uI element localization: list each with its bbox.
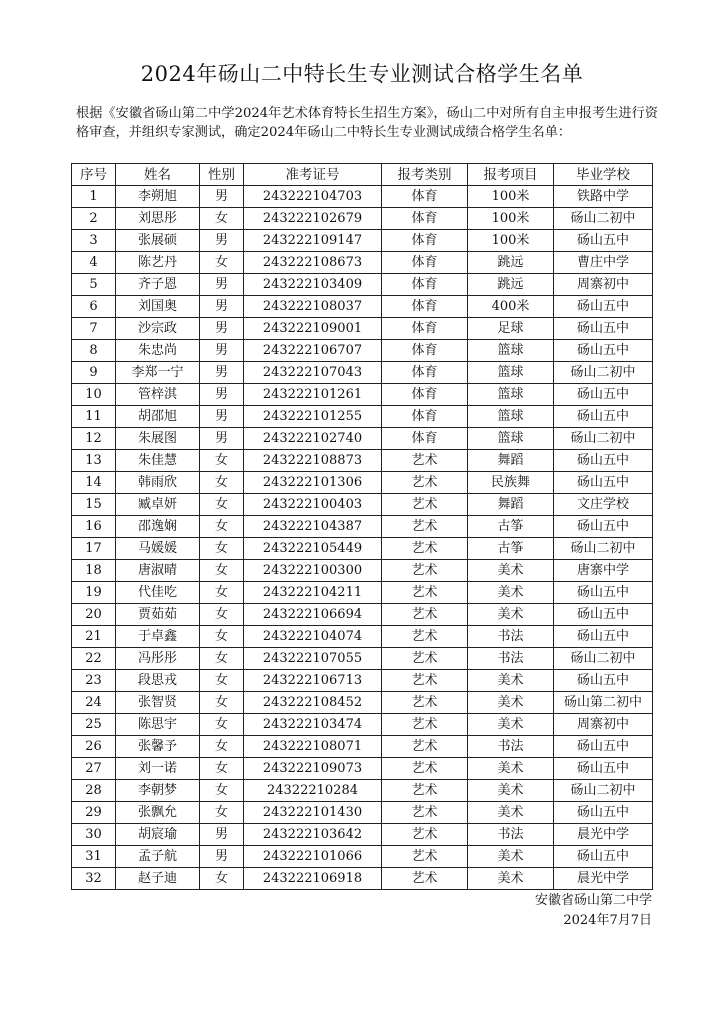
- cell-category: 艺术: [382, 736, 468, 758]
- table-row: [72, 428, 653, 450]
- cell-exam-id: 243222103409: [244, 274, 382, 296]
- cell-school: 砀山五中: [554, 340, 653, 362]
- cell-gender: 女: [200, 736, 244, 758]
- cell-category: 艺术: [382, 538, 468, 560]
- cell-name: 张飘允: [116, 802, 200, 824]
- cell-school: 砀山五中: [554, 406, 653, 428]
- cell-event: 美术: [468, 846, 554, 868]
- cell-school: 晨光中学: [554, 824, 653, 846]
- cell-name: 赵子迪: [116, 868, 200, 890]
- cell-event: 100米: [468, 230, 554, 252]
- cell-name: 张馨予: [116, 736, 200, 758]
- cell-index: 24: [72, 692, 116, 714]
- cell-school: 砀山五中: [554, 516, 653, 538]
- cell-gender: 女: [200, 626, 244, 648]
- table-row: [72, 406, 653, 428]
- document-title: 2024年砀山二中特长生专业测试合格学生名单: [140, 62, 584, 86]
- cell-event: 美术: [468, 802, 554, 824]
- cell-index: 23: [72, 670, 116, 692]
- table-row: [72, 252, 653, 274]
- cell-category: 体育: [382, 318, 468, 340]
- cell-category: 艺术: [382, 604, 468, 626]
- cell-event: 篮球: [468, 340, 554, 362]
- cell-name: 代佳吃: [116, 582, 200, 604]
- cell-exam-id: 243222101430: [244, 802, 382, 824]
- cell-event: 书法: [468, 824, 554, 846]
- cell-event: 美术: [468, 604, 554, 626]
- issue-date: 2024年7月7日: [563, 913, 652, 928]
- cell-event: 400米: [468, 296, 554, 318]
- cell-name: 冯彤彤: [116, 648, 200, 670]
- cell-category: 艺术: [382, 626, 468, 648]
- cell-name: 张智贤: [116, 692, 200, 714]
- cell-gender: 男: [200, 296, 244, 318]
- cell-event: 美术: [468, 582, 554, 604]
- cell-gender: 女: [200, 450, 244, 472]
- table-row: [72, 384, 653, 406]
- table-row: [72, 318, 653, 340]
- cell-exam-id: 243222109001: [244, 318, 382, 340]
- cell-index: 32: [72, 868, 116, 890]
- cell-name: 韩雨欣: [116, 472, 200, 494]
- cell-exam-id: 243222101306: [244, 472, 382, 494]
- cell-category: 艺术: [382, 846, 468, 868]
- cell-category: 艺术: [382, 582, 468, 604]
- cell-name: 陈艺丹: [116, 252, 200, 274]
- cell-name: 朱忠尚: [116, 340, 200, 362]
- cell-event: 美术: [468, 692, 554, 714]
- cell-event: 篮球: [468, 406, 554, 428]
- cell-index: 1: [72, 186, 116, 208]
- cell-name: 沙宗政: [116, 318, 200, 340]
- table-row: [72, 230, 653, 252]
- cell-index: 9: [72, 362, 116, 384]
- cell-school: 砀山五中: [554, 450, 653, 472]
- cell-index: 3: [72, 230, 116, 252]
- table-row: [72, 296, 653, 318]
- cell-category: 艺术: [382, 450, 468, 472]
- table-row: [72, 648, 653, 670]
- cell-name: 刘思彤: [116, 208, 200, 230]
- table-row: [72, 714, 653, 736]
- intro-paragraph: 根据《安徽省砀山第二中学2024年艺术体育特长生招生方案》，砀山二中对所有自主申报考生进行资格审查，并组织专家测试，确定2024年砀山二中特长生专业测试成绩合格学生名单：: [76, 106, 658, 140]
- cell-school: 砀山五中: [554, 604, 653, 626]
- cell-index: 30: [72, 824, 116, 846]
- table-row: [72, 538, 653, 560]
- table-row: [72, 516, 653, 538]
- cell-category: 体育: [382, 362, 468, 384]
- cell-index: 10: [72, 384, 116, 406]
- cell-gender: 男: [200, 406, 244, 428]
- table-row: [72, 274, 653, 296]
- cell-school: 砀山五中: [554, 582, 653, 604]
- cell-gender: 女: [200, 538, 244, 560]
- cell-index: 15: [72, 494, 116, 516]
- cell-index: 25: [72, 714, 116, 736]
- cell-gender: 男: [200, 318, 244, 340]
- table-row: [72, 208, 653, 230]
- cell-name: 于卓鑫: [116, 626, 200, 648]
- cell-exam-id: 243222109147: [244, 230, 382, 252]
- cell-event: 篮球: [468, 362, 554, 384]
- cell-category: 艺术: [382, 494, 468, 516]
- cell-event: 书法: [468, 626, 554, 648]
- table-row: [72, 560, 653, 582]
- table-row: [72, 340, 653, 362]
- cell-school: 砀山二初中: [554, 648, 653, 670]
- cell-category: 体育: [382, 230, 468, 252]
- cell-gender: 女: [200, 560, 244, 582]
- cell-name: 唐淑晴: [116, 560, 200, 582]
- cell-index: 6: [72, 296, 116, 318]
- cell-gender: 女: [200, 692, 244, 714]
- table-row: [72, 758, 653, 780]
- cell-exam-id: 243222108037: [244, 296, 382, 318]
- cell-name: 孟子航: [116, 846, 200, 868]
- cell-exam-id: 243222106707: [244, 340, 382, 362]
- cell-event: 古筝: [468, 516, 554, 538]
- cell-event: 篮球: [468, 428, 554, 450]
- cell-name: 贾茹茹: [116, 604, 200, 626]
- cell-gender: 男: [200, 384, 244, 406]
- cell-category: 艺术: [382, 472, 468, 494]
- cell-event: 100米: [468, 186, 554, 208]
- cell-school: 文庄学校: [554, 494, 653, 516]
- cell-exam-id: 243222107043: [244, 362, 382, 384]
- cell-exam-id: 243222105449: [244, 538, 382, 560]
- cell-name: 朱佳慧: [116, 450, 200, 472]
- table-row: [72, 604, 653, 626]
- cell-school: 砀山二初中: [554, 362, 653, 384]
- cell-category: 体育: [382, 186, 468, 208]
- cell-gender: 女: [200, 604, 244, 626]
- table-row: [72, 450, 653, 472]
- cell-exam-id: 243222106694: [244, 604, 382, 626]
- cell-category: 体育: [382, 406, 468, 428]
- cell-exam-id: 243222103642: [244, 824, 382, 846]
- cell-index: 18: [72, 560, 116, 582]
- cell-exam-id: 243222104703: [244, 186, 382, 208]
- table-header-row: [72, 164, 653, 186]
- cell-event: 舞蹈: [468, 494, 554, 516]
- cell-gender: 女: [200, 648, 244, 670]
- cell-index: 13: [72, 450, 116, 472]
- cell-gender: 男: [200, 362, 244, 384]
- cell-exam-id: 243222101255: [244, 406, 382, 428]
- cell-category: 艺术: [382, 648, 468, 670]
- cell-event: 跳远: [468, 274, 554, 296]
- cell-index: 12: [72, 428, 116, 450]
- cell-category: 艺术: [382, 802, 468, 824]
- cell-school: 砀山五中: [554, 472, 653, 494]
- cell-exam-id: 24322210284: [244, 780, 382, 802]
- cell-school: 砀山五中: [554, 230, 653, 252]
- column-header-exam-id: 准考证号: [244, 164, 382, 186]
- issuer-name: 安徽省砀山第二中学: [534, 893, 652, 908]
- cell-school: 砀山二初中: [554, 208, 653, 230]
- table-row: [72, 824, 653, 846]
- cell-event: 舞蹈: [468, 450, 554, 472]
- cell-index: 26: [72, 736, 116, 758]
- cell-school: 砀山第二初中: [554, 692, 653, 714]
- table-row: [72, 582, 653, 604]
- cell-gender: 女: [200, 758, 244, 780]
- table-row: [72, 736, 653, 758]
- cell-name: 张展硕: [116, 230, 200, 252]
- cell-index: 21: [72, 626, 116, 648]
- table-row: [72, 670, 653, 692]
- cell-exam-id: 243222100403: [244, 494, 382, 516]
- cell-index: 19: [72, 582, 116, 604]
- cell-index: 16: [72, 516, 116, 538]
- cell-category: 艺术: [382, 714, 468, 736]
- cell-exam-id: 243222108071: [244, 736, 382, 758]
- cell-event: 美术: [468, 714, 554, 736]
- cell-event: 跳远: [468, 252, 554, 274]
- cell-name: 邵逸娴: [116, 516, 200, 538]
- cell-event: 书法: [468, 648, 554, 670]
- column-header-name: 姓名: [116, 164, 200, 186]
- table-body: [72, 186, 653, 890]
- column-header-index: 序号: [72, 164, 116, 186]
- cell-category: 体育: [382, 428, 468, 450]
- cell-gender: 女: [200, 494, 244, 516]
- cell-category: 体育: [382, 340, 468, 362]
- cell-index: 5: [72, 274, 116, 296]
- cell-exam-id: 243222104387: [244, 516, 382, 538]
- cell-exam-id: 243222108673: [244, 252, 382, 274]
- cell-index: 4: [72, 252, 116, 274]
- cell-index: 28: [72, 780, 116, 802]
- cell-index: 20: [72, 604, 116, 626]
- cell-school: 砀山五中: [554, 626, 653, 648]
- cell-school: 砀山五中: [554, 296, 653, 318]
- cell-event: 民族舞: [468, 472, 554, 494]
- cell-event: 100米: [468, 208, 554, 230]
- table-row: [72, 780, 653, 802]
- column-header-event: 报考项目: [468, 164, 554, 186]
- cell-name: 陈思宇: [116, 714, 200, 736]
- cell-category: 艺术: [382, 560, 468, 582]
- cell-index: 2: [72, 208, 116, 230]
- cell-event: 美术: [468, 868, 554, 890]
- cell-event: 古筝: [468, 538, 554, 560]
- cell-school: 砀山二初中: [554, 538, 653, 560]
- cell-gender: 男: [200, 824, 244, 846]
- cell-school: 砀山五中: [554, 670, 653, 692]
- cell-school: 周寨初中: [554, 274, 653, 296]
- cell-category: 体育: [382, 296, 468, 318]
- cell-name: 胡宸瑜: [116, 824, 200, 846]
- cell-exam-id: 243222109073: [244, 758, 382, 780]
- cell-category: 艺术: [382, 670, 468, 692]
- table-row: [72, 692, 653, 714]
- cell-gender: 女: [200, 802, 244, 824]
- cell-index: 8: [72, 340, 116, 362]
- cell-category: 艺术: [382, 780, 468, 802]
- cell-gender: 男: [200, 428, 244, 450]
- cell-school: 砀山五中: [554, 802, 653, 824]
- cell-name: 李郑一宁: [116, 362, 200, 384]
- cell-school: 砀山二初中: [554, 428, 653, 450]
- cell-index: 17: [72, 538, 116, 560]
- cell-index: 27: [72, 758, 116, 780]
- cell-exam-id: 243222102679: [244, 208, 382, 230]
- cell-gender: 男: [200, 274, 244, 296]
- cell-category: 艺术: [382, 692, 468, 714]
- cell-exam-id: 243222101066: [244, 846, 382, 868]
- cell-index: 7: [72, 318, 116, 340]
- column-header-school: 毕业学校: [554, 164, 653, 186]
- cell-category: 体育: [382, 208, 468, 230]
- cell-exam-id: 243222106918: [244, 868, 382, 890]
- cell-name: 朱展图: [116, 428, 200, 450]
- cell-event: 美术: [468, 560, 554, 582]
- cell-school: 晨光中学: [554, 868, 653, 890]
- table-row: [72, 802, 653, 824]
- cell-index: 14: [72, 472, 116, 494]
- cell-name: 李朝梦: [116, 780, 200, 802]
- cell-exam-id: 243222104074: [244, 626, 382, 648]
- cell-school: 铁路中学: [554, 186, 653, 208]
- cell-event: 美术: [468, 780, 554, 802]
- cell-school: 砀山五中: [554, 758, 653, 780]
- cell-exam-id: 243222104211: [244, 582, 382, 604]
- cell-category: 艺术: [382, 868, 468, 890]
- cell-school: 砀山五中: [554, 736, 653, 758]
- table-row: [72, 472, 653, 494]
- cell-exam-id: 243222108452: [244, 692, 382, 714]
- cell-name: 李朔旭: [116, 186, 200, 208]
- qualified-students-table: [71, 163, 653, 890]
- cell-gender: 女: [200, 714, 244, 736]
- cell-event: 篮球: [468, 384, 554, 406]
- cell-name: 胡邵旭: [116, 406, 200, 428]
- cell-exam-id: 243222108873: [244, 450, 382, 472]
- cell-gender: 女: [200, 472, 244, 494]
- cell-name: 马媛媛: [116, 538, 200, 560]
- table-row: [72, 626, 653, 648]
- column-header-gender: 性别: [200, 164, 244, 186]
- cell-category: 体育: [382, 384, 468, 406]
- cell-category: 艺术: [382, 516, 468, 538]
- cell-gender: 女: [200, 868, 244, 890]
- cell-gender: 男: [200, 340, 244, 362]
- cell-index: 11: [72, 406, 116, 428]
- cell-gender: 女: [200, 670, 244, 692]
- cell-event: 美术: [468, 670, 554, 692]
- cell-index: 29: [72, 802, 116, 824]
- cell-school: 唐寨中学: [554, 560, 653, 582]
- cell-event: 足球: [468, 318, 554, 340]
- cell-exam-id: 243222101261: [244, 384, 382, 406]
- cell-category: 艺术: [382, 758, 468, 780]
- table-row: [72, 494, 653, 516]
- cell-name: 刘一诺: [116, 758, 200, 780]
- cell-name: 刘国奥: [116, 296, 200, 318]
- cell-school: 砀山二初中: [554, 780, 653, 802]
- table-row: [72, 868, 653, 890]
- cell-school: 砀山五中: [554, 846, 653, 868]
- cell-gender: 男: [200, 186, 244, 208]
- cell-exam-id: 243222107055: [244, 648, 382, 670]
- cell-school: 砀山五中: [554, 318, 653, 340]
- cell-school: 砀山五中: [554, 384, 653, 406]
- cell-exam-id: 243222100300: [244, 560, 382, 582]
- cell-exam-id: 243222102740: [244, 428, 382, 450]
- cell-category: 体育: [382, 274, 468, 296]
- column-header-category: 报考类别: [382, 164, 468, 186]
- cell-gender: 女: [200, 252, 244, 274]
- cell-name: 管梓淇: [116, 384, 200, 406]
- cell-exam-id: 243222106713: [244, 670, 382, 692]
- table-row: [72, 846, 653, 868]
- cell-exam-id: 243222103474: [244, 714, 382, 736]
- cell-name: 齐子恩: [116, 274, 200, 296]
- cell-gender: 女: [200, 516, 244, 538]
- cell-name: 臧卓妍: [116, 494, 200, 516]
- cell-gender: 男: [200, 230, 244, 252]
- cell-event: 美术: [468, 758, 554, 780]
- cell-index: 22: [72, 648, 116, 670]
- table-row: [72, 362, 653, 384]
- cell-school: 周寨初中: [554, 714, 653, 736]
- cell-gender: 女: [200, 780, 244, 802]
- cell-event: 书法: [468, 736, 554, 758]
- cell-gender: 女: [200, 208, 244, 230]
- cell-index: 31: [72, 846, 116, 868]
- cell-name: 段思戎: [116, 670, 200, 692]
- cell-category: 艺术: [382, 824, 468, 846]
- cell-school: 曹庄中学: [554, 252, 653, 274]
- cell-category: 体育: [382, 252, 468, 274]
- cell-gender: 女: [200, 582, 244, 604]
- cell-gender: 男: [200, 846, 244, 868]
- table-row: [72, 186, 653, 208]
